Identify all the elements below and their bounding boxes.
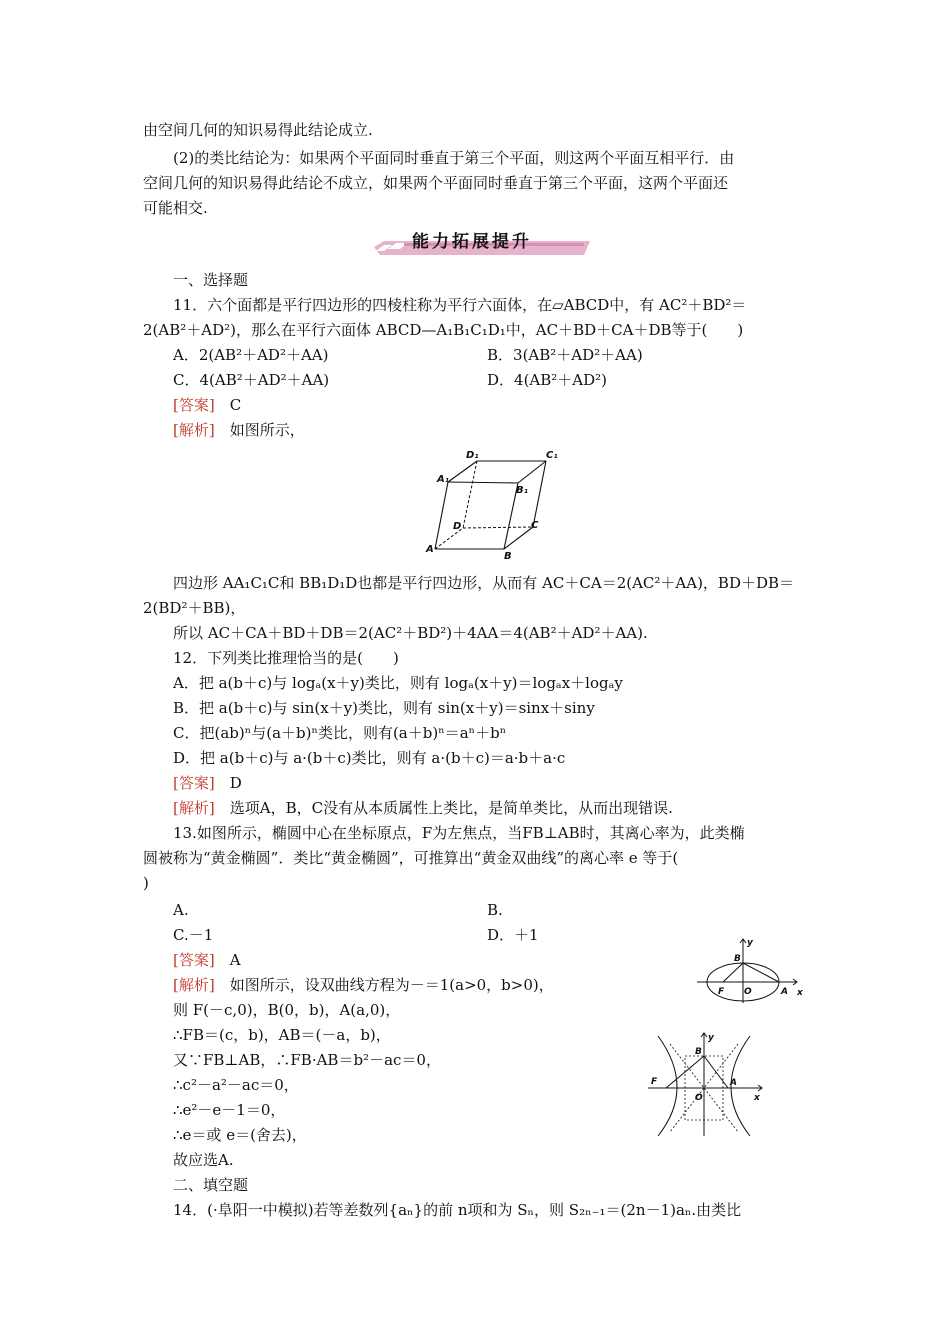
section-title: 二、填空题 — [173, 1176, 249, 1194]
text-line: 可能相交. — [143, 199, 208, 217]
solution-line: 四边形 AA₁C₁C和 BB₁D₁D也都是平行四边形，从而有 AC＋CA＝2(AC²＋AA)，BD＋DB＝ — [173, 574, 795, 592]
option-b: B．3(AB²＋AD²＋AA) — [487, 346, 643, 364]
text-line: 由空间几何的知识易得此结论成立. — [143, 121, 373, 139]
option-c: C.－1 — [173, 926, 214, 944]
question-stem: 12．下列类比推理恰当的是( ) — [173, 649, 399, 667]
analysis-tag: [解析] — [173, 799, 215, 817]
analysis-line — [173, 975, 554, 995]
option-b: B．把 a(b＋c)与 sin(x＋y)类比，则有 sin(x＋y)＝sinx＋siny — [173, 699, 595, 717]
label-y: y — [747, 938, 753, 948]
label-f: F — [718, 987, 725, 997]
text-line: (2)的类比结论为：如果两个平面同时垂直于第三个平面，则这两个平面互相平行．由 — [173, 149, 735, 167]
option-c: C．4(AB²＋AD²＋AA) — [173, 371, 330, 389]
answer-line — [173, 950, 241, 970]
option-d: D．＋1 — [487, 926, 539, 944]
analysis-text: 如图所示， — [229, 421, 305, 439]
label-d: D — [453, 521, 462, 532]
analysis-text: 选项A，B，C没有从本质属性上类比，是简单类比，从而出现错误. — [229, 799, 673, 817]
analysis-tag: [解析] — [173, 976, 215, 994]
option-d: D．4(AB²＋AD²) — [487, 371, 608, 389]
label-c1: C₁ — [546, 450, 558, 461]
answer-line — [173, 395, 241, 415]
label-f: F — [651, 1077, 658, 1087]
option-b: B. — [487, 901, 503, 919]
section-title: 一、选择题 — [173, 271, 249, 289]
label-o: O — [695, 1093, 703, 1103]
question-stem: 2(AB²＋AD²)，那么在平行六面体 ABCD—A₁B₁C₁D₁中，AC＋BD＋CA＋DB等于( ) — [143, 321, 744, 339]
label-a: A — [781, 987, 788, 997]
solution-line: ∴c²－a²－ac＝0， — [173, 1076, 299, 1094]
label-b1: B₁ — [516, 485, 529, 496]
label-a1: A₁ — [437, 474, 450, 485]
analysis-line — [173, 798, 673, 818]
answer-tag: [答案] — [173, 951, 215, 969]
question-stem: 14．(·阜阳一中模拟)若等差数列{aₙ}的前 n项和为 Sₙ，则 S₂ₙ₋₁＝(2n－1)aₙ.由类比 — [173, 1201, 742, 1219]
label-y: y — [708, 1033, 714, 1043]
solution-line: 故应选A. — [173, 1151, 234, 1169]
option-a: A．把 a(b＋c)与 logₐ(x＋y)类比，则有 logₐ(x＋y)＝logₐx＋logₐy — [173, 674, 623, 692]
label-b: B — [504, 551, 512, 562]
hyperbola-figure — [648, 1030, 768, 1138]
option-a: A. — [173, 901, 189, 919]
question-stem: 11．六个面都是平行四边形的四棱柱称为平行六面体，在▱ABCD中，有 AC²＋BD²＝ — [173, 296, 747, 314]
label-c: C — [531, 520, 539, 531]
solution-line: 2(BD²＋BB)， — [143, 599, 246, 617]
label-o: O — [744, 987, 752, 997]
solution-line: ∴e²－e－1＝0， — [173, 1101, 286, 1119]
banner-title: 能力拓展提升 — [412, 232, 532, 252]
label-a: A — [730, 1078, 737, 1088]
label-a: A — [426, 544, 434, 555]
analysis-tag: [解析] — [173, 421, 215, 439]
question-stem: ) — [143, 874, 149, 892]
label-x: x — [754, 1093, 760, 1103]
label-d1: D₁ — [466, 450, 479, 461]
answer-tag: [答案] — [173, 396, 215, 414]
ellipse-figure — [697, 935, 809, 1005]
solution-line: 则 F(－c,0)，B(0，b)，A(a,0)， — [173, 1001, 401, 1019]
label-b: B — [695, 1047, 702, 1057]
answer-value: C — [229, 396, 242, 414]
text-line: 空间几何的知识易得此结论不成立，如果两个平面同时垂直于第三个平面，这两个平面还 — [143, 174, 729, 192]
solution-line: ∴e＝或 e＝(舍去)， — [173, 1126, 307, 1144]
solution-line: 所以 AC＋CA＋BD＋DB＝2(AC²＋BD²)＋4AA＝4(AB²＋AD²＋AA). — [173, 624, 648, 642]
answer-value: A — [229, 951, 241, 969]
option-d: D．把 a(b＋c)与 a·(b＋c)类比，则有 a·(b＋c)＝a·b＋a·c — [173, 749, 566, 767]
solution-line: ∴FB＝(c，b)，AB＝(－a，b)， — [173, 1026, 391, 1044]
solution-line: 又∵FB⊥AB，∴FB·AB＝b²－ac＝0， — [173, 1051, 441, 1069]
question-stem: 13.如图所示，椭圆中心在坐标原点，F为左焦点，当FB⊥AB时，其离心率为，此类椭 — [173, 824, 745, 842]
analysis-text: 如图所示，设双曲线方程为－＝1(a>0，b>0)， — [229, 976, 554, 994]
answer-tag: [答案] — [173, 774, 215, 792]
label-x: x — [797, 988, 803, 998]
analysis-line — [173, 420, 305, 440]
question-stem: 圆被称为“黄金椭圆”．类比“黄金椭圆”，可推算出“黄金双曲线”的离心率 e 等于( — [143, 849, 679, 867]
parallelepiped-figure — [425, 448, 565, 564]
label-b: B — [734, 954, 741, 964]
option-c: C．把(ab)ⁿ与(a＋b)ⁿ类比，则有(a＋b)ⁿ＝aⁿ＋bⁿ — [173, 724, 507, 742]
answer-value: D — [229, 774, 242, 792]
option-a: A．2(AB²＋AD²＋AA) — [173, 346, 329, 364]
answer-line — [173, 773, 242, 793]
